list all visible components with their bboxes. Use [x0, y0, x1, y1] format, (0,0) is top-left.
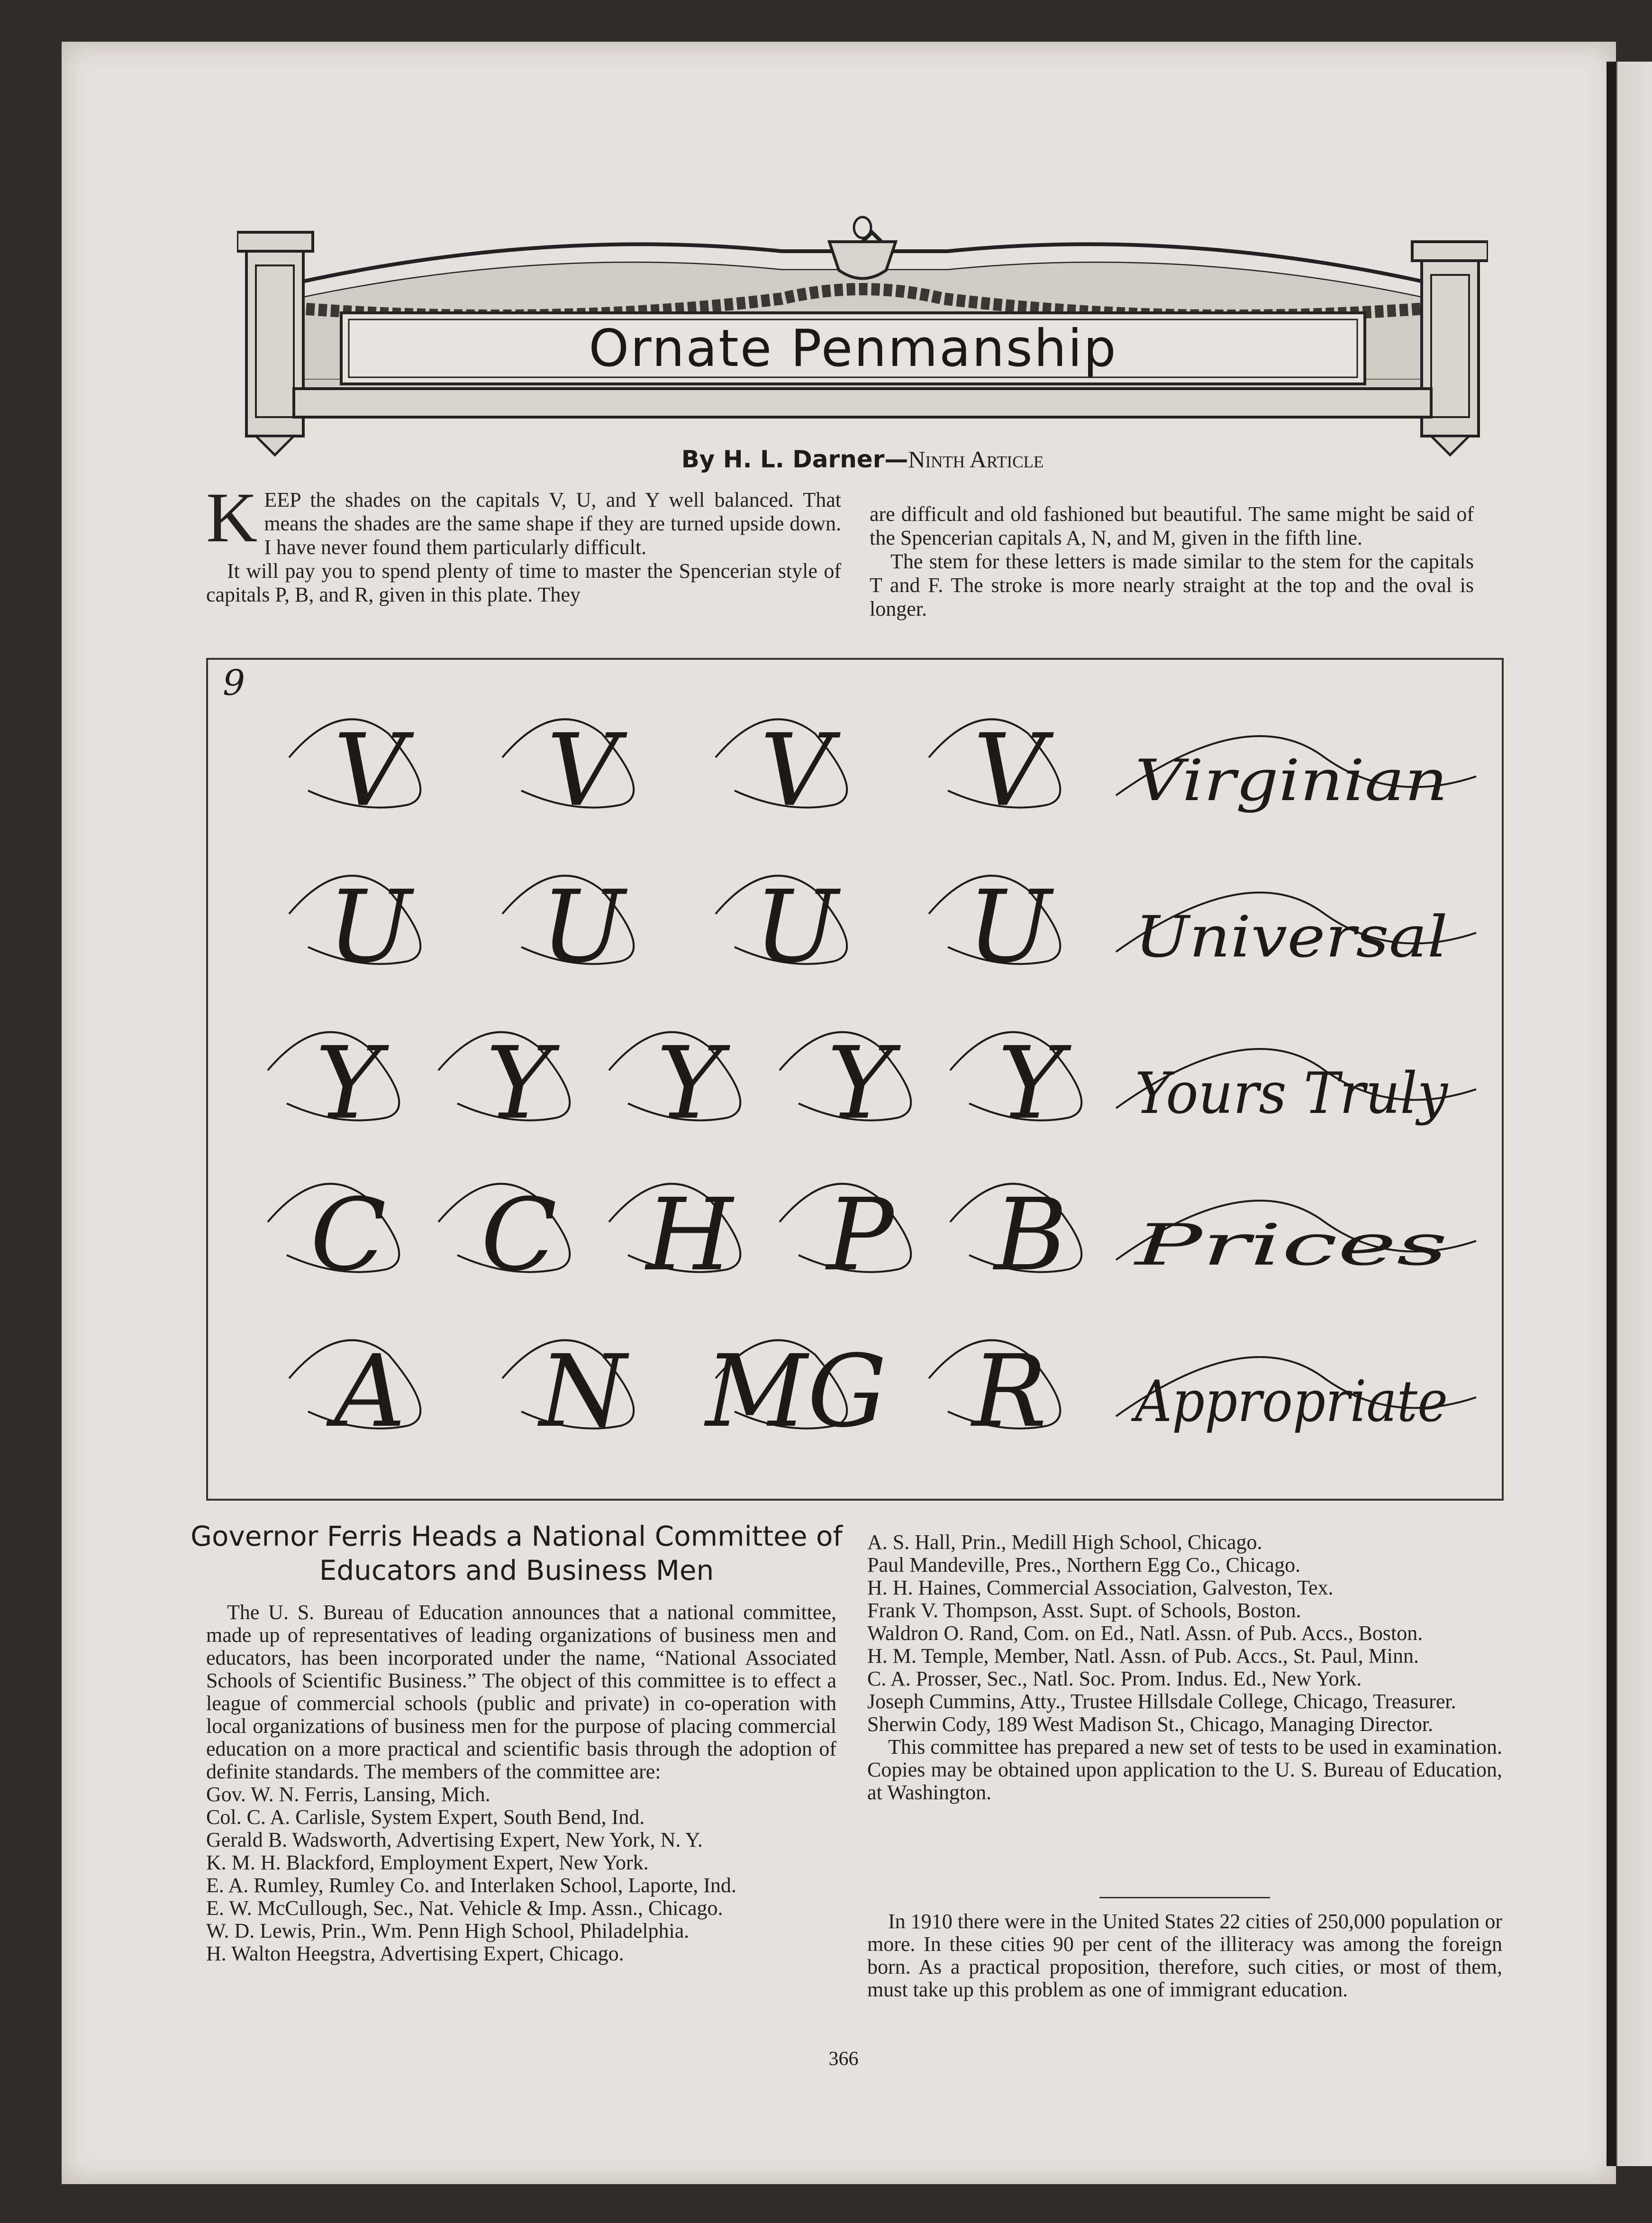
- script-capital: C: [310, 1177, 387, 1293]
- committee-member: Frank V. Thompson, Asst. Supt. of Schools, Boston.: [867, 1599, 1301, 1622]
- intro-paragraph-3: are difficult and old fashioned but beautiful. The same might be said of the Spencerian capitals A, N, and M, given in the fifth line.: [870, 502, 1474, 549]
- byline: [237, 446, 1488, 473]
- script-capital: U: [541, 869, 625, 985]
- script-capital: H: [646, 1177, 733, 1293]
- script-capital: P: [826, 1177, 894, 1293]
- script-capital: Y: [315, 1025, 381, 1141]
- illiteracy-note: In 1910 there were in the United States 22 cities of 250,000 population or more. In these cities 90 per cent of the illiteracy was among the foreign born. As a practical proposition, therefore, such cities, or most of them, must take up this problem as one of immigrant education.: [867, 1910, 1502, 2001]
- drop-cap: K: [206, 478, 258, 557]
- script-capital: B: [994, 1177, 1068, 1293]
- script-capital: U: [967, 869, 1052, 985]
- committee-member: K. M. H. Blackford, Employment Expert, New York.: [206, 1851, 649, 1874]
- committee-member: Gerald B. Wadsworth, Advertising Expert, New York, N. Y.: [206, 1828, 703, 1851]
- headline-line-1: Governor Ferris Heads a National Committee of: [191, 1520, 843, 1552]
- committee-member: E. A. Rumley, Rumley Co. and Interlaken School, Laporte, Ind.: [206, 1874, 736, 1897]
- byline-dash: —: [884, 446, 908, 473]
- committee-member: A. S. Hall, Prin., Medill High School, Chicago.: [867, 1531, 1262, 1554]
- script-word: Appropriate: [1130, 1369, 1448, 1435]
- members-list-right: [867, 1531, 1502, 1736]
- article-headline: [185, 1519, 848, 1587]
- plate-drawing: [206, 658, 1500, 1497]
- adjacent-page-edge: [1607, 62, 1652, 2166]
- intro-right-column: [870, 502, 1474, 621]
- committee-member: H. H. Haines, Commercial Association, Galveston, Tex.: [867, 1576, 1334, 1599]
- script-capital: MG: [705, 1333, 887, 1449]
- script-capital: Y: [827, 1025, 893, 1141]
- script-capital: A: [334, 1333, 406, 1449]
- ornamental-headpiece: [237, 199, 1488, 465]
- series-label: Ninth Article: [908, 446, 1044, 473]
- committee-member: H. Walton Heegstra, Advertising Expert, Chicago.: [206, 1942, 624, 1965]
- committee-member: C. A. Prosser, Sec., Natl. Soc. Prom. Indus. Ed., New York.: [867, 1667, 1362, 1690]
- article-left-column: [206, 1601, 836, 1965]
- script-word: Yours Truly: [1135, 1061, 1449, 1127]
- script-capital: U: [327, 869, 412, 985]
- script-capital: U: [754, 869, 838, 985]
- script-capital: Y: [656, 1025, 723, 1141]
- script-capital: R: [971, 1333, 1047, 1449]
- plate-number: 9: [223, 663, 245, 703]
- committee-member: Sherwin Cody, 189 West Madison St., Chicago, Managing Director.: [867, 1713, 1434, 1736]
- intro-paragraph-2: It will pay you to spend plenty of time to master the Spencerian style of capitals P, B, and R, given in this plate. They: [206, 559, 841, 606]
- script-capital: V: [973, 712, 1045, 829]
- intro-paragraph-1: EEP the shades on the capitals V, U, and Y well balanced. That means the shades are the same shape if they are turned upside down. I have never found them particularly difficult.: [264, 488, 841, 559]
- script-capital: V: [334, 712, 406, 829]
- script-capital: N: [539, 1333, 626, 1449]
- article-closing: This committee has prepared a new set of tests to be used in examination. Copies may be obtained upon application to the U. S. Bureau of Education, at Washington.: [867, 1735, 1502, 1804]
- committee-member: H. M. Temple, Member, Natl. Assn. of Pub. Accs., St. Paul, Minn.: [867, 1644, 1419, 1667]
- intro-paragraph-4: The stem for these letters is made similar to the stem for the capitals T and F. The stroke is more nearly straight at the top and the oval is longer.: [870, 550, 1474, 620]
- members-list-left: [206, 1783, 836, 1965]
- script-word: Universal: [1135, 904, 1448, 970]
- divider-rule: [1099, 1897, 1270, 1898]
- author: By H. L. Darner: [681, 446, 885, 473]
- script-capital: V: [760, 712, 832, 829]
- committee-member: E. W. McCullough, Sec., Nat. Vehicle & Imp. Assn., Chicago.: [206, 1896, 723, 1920]
- page-title: Ornate Penmanship: [589, 319, 1117, 378]
- script-capital: V: [547, 712, 619, 829]
- script-capital: C: [481, 1177, 557, 1293]
- script-capital: Y: [486, 1025, 552, 1141]
- committee-member: Gov. W. N. Ferris, Lansing, Mich.: [206, 1783, 490, 1806]
- script-word: Virginian: [1135, 748, 1448, 814]
- page-number: 366: [828, 2048, 859, 2070]
- committee-member: Joseph Cummins, Atty., Trustee Hillsdale College, Chicago, Treasurer.: [867, 1690, 1456, 1713]
- article-right-column: [867, 1531, 1502, 1804]
- script-capital: Y: [998, 1025, 1064, 1141]
- script-word: Prices: [1133, 1212, 1448, 1278]
- intro-left-column: [206, 478, 841, 607]
- committee-member: Waldron O. Rand, Com. on Ed., Natl. Assn. of Pub. Accs., Boston.: [867, 1622, 1423, 1645]
- committee-member: Paul Mandeville, Pres., Northern Egg Co., Chicago.: [867, 1553, 1301, 1576]
- article-body: The U. S. Bureau of Education announces that a national committee, made up of representatives of leading organizations of business men and educators, has been incorporated under the name, “National Associated Schools of Scientific Business.” The object of this committee is to effect a league of commercial schools (public and private) in co-operation with local organizations of business men for the purpose of placing commercial education on a more practical and scientific basis through the adoption of definite standards. The members of the committee are:: [206, 1601, 836, 1783]
- headline-line-2: Educators and Business Men: [319, 1554, 714, 1586]
- committee-member: W. D. Lewis, Prin., Wm. Penn High School, Philadelphia.: [206, 1919, 690, 1942]
- committee-member: Col. C. A. Carlisle, System Expert, South Bend, Ind.: [206, 1805, 645, 1829]
